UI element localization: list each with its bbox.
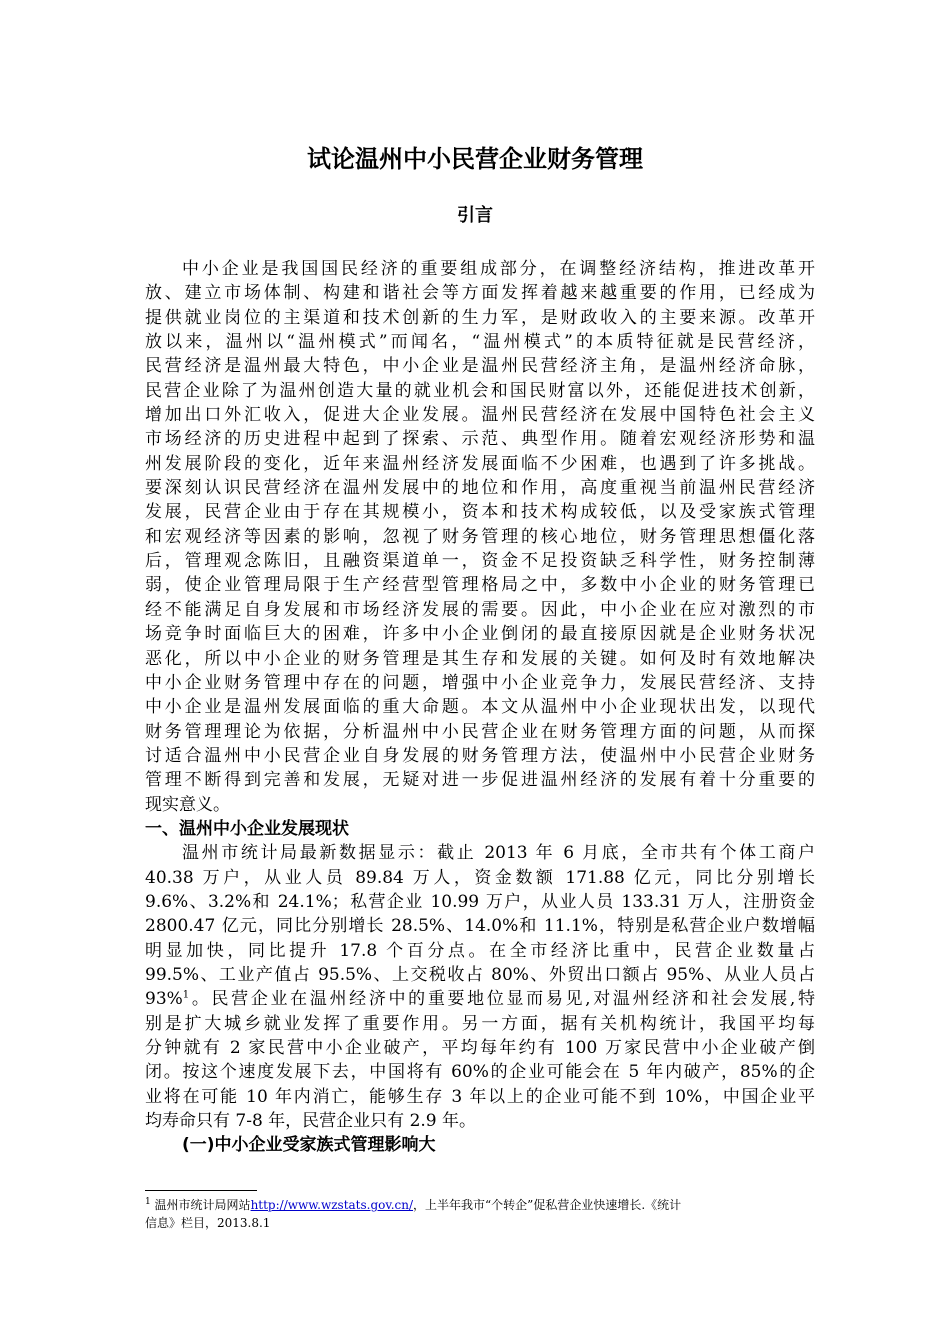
- paragraph-line: 和宏观经济等因素的影响，忽视了财务管理的核心地位，财务管理思想僵化落: [145, 526, 815, 547]
- footnote-line: [145, 1196, 815, 1214]
- paragraph-line: 管理不断得到完善和发展，无疑对进一步促进温州经济的发展有着十分重要的: [145, 770, 815, 791]
- footnote: [145, 1196, 815, 1232]
- paragraph-line: 2800.47 亿元，同比分别增长 28.5%、14.0%和 11.1%，特别是私营企业户数增幅: [145, 916, 815, 937]
- paragraph-line: 业将在可能 10 年内消亡，能够生存 3 年以上的企业可能不到 10%，中国企业平: [145, 1086, 815, 1107]
- paragraph-line-with-footnote: [145, 987, 815, 1011]
- paragraph-line: 9.6%、3.2%和 24.1%；私营企业 10.99 万户，从业人员 133.31 万人，注册资金: [145, 891, 815, 912]
- paragraph-line: 分钟就有 2 家民营中小企业破产，平均每年约有 100 万家民营中小企业破产倒: [145, 1038, 815, 1058]
- paragraph-line: 要深刻认识民营经济在温州发展中的地位和作用，高度重视当前温州民营经济: [145, 478, 815, 499]
- intro-paragraph: [145, 257, 815, 1158]
- paragraph-line: 明显加快，同比提升 17.8 个百分点。在全市经济比重中，民营企业数量占: [145, 940, 815, 961]
- paragraph-line: 恶化，所以中小企业的财务管理是其生存和发展的关键。如何及时有效地解决: [145, 648, 815, 669]
- footnote-reference[interactable]: 1: [182, 989, 190, 1001]
- line-rest-text: 。民营企业在温州经济中的重要地位显而易见,对温州经济和社会发展,特: [189, 989, 815, 1010]
- paragraph-line: 场竞争时面临巨大的困难，许多中小企业倒闭的最直接原因就是企业财务状况: [145, 624, 815, 645]
- footnote-link[interactable]: http://www.wzstats.gov.cn/: [250, 1198, 414, 1212]
- line-start-text: 93%: [145, 989, 183, 1010]
- footnote-suffix: ，上半年我市“个转企”促私营企业快速增长.《统计: [413, 1198, 682, 1212]
- paragraph-line: 现实意义。: [145, 794, 230, 815]
- paragraph-line: 放、建立市场体制、构建和谐社会等方面发挥着越来越重要的作用，已经成为: [145, 283, 815, 304]
- paragraph-line: 经不能满足自身发展和市场经济发展的需要。因此，中小企业在应对激烈的市: [145, 599, 815, 620]
- document-title: 试论温州中小民营企业财务管理: [307, 145, 643, 173]
- paragraph-line: 99.5%、工业产值占 95.5%、上交税收占 80%、外贸出口额占 95%、从业人员占: [145, 964, 815, 985]
- paragraph-line: 弱，使企业管理局限于生产经营型管理格局之中，多数中小企业的财务管理已: [145, 575, 815, 596]
- footnote-separator: [145, 1190, 257, 1191]
- subsection-heading: (一)中小企业受家族式管理影响大: [182, 1135, 436, 1156]
- footnote-line: 信息》栏目，2013.8.1: [145, 1216, 271, 1230]
- paragraph-line: 中小企业财务管理中存在的问题，增强中小企业竞争力，发展民营经济、支持: [145, 672, 815, 693]
- paragraph-line: 市场经济的历史进程中起到了探索、示范、典型作用。随着宏观经济形势和温: [145, 429, 815, 450]
- paragraph-line: 40.38 万户，从业人员 89.84 万人，资金数额 171.88 亿元，同比分别增长: [145, 867, 815, 888]
- paragraph-line: 民营经济是温州最大特色，中小企业是温州民营经济主角，是温州经济命脉，: [145, 356, 815, 377]
- paragraph-line: 发展，民营企业由于存在其规模小，资本和技术构成较低，以及受家族式管理: [145, 502, 815, 523]
- paragraph-line: 财务管理理论为依据，分析温州中小民营企业在财务管理方面的问题，从而探: [145, 721, 815, 742]
- footnote-prefix: 温州市统计局网站: [150, 1198, 251, 1212]
- paragraph-line: 民营企业除了为温州创造大量的就业机会和国民财富以外，还能促进技术创新，: [145, 380, 815, 401]
- paragraph-line: 中小企业是我国国民经济的重要组成部分，在调整经济结构，推进改革开: [182, 259, 815, 279]
- paragraph-line: 后，管理观念陈旧，且融资渠道单一，资金不足投资缺乏科学性，财务控制薄: [145, 551, 815, 572]
- footnote-mark: 1: [145, 1197, 151, 1207]
- paragraph-line: 闭。按这个速度发展下去，中国将有 60%的企业可能会在 5 年内破产，85%的企: [145, 1062, 815, 1083]
- paragraph-line: 别是扩大城乡就业发挥了重要作用。另一方面，据有关机构统计，我国平均每: [145, 1013, 815, 1034]
- paragraph-line: 中小企业是温州发展面临的重大命题。本文从温州中小企业现状出发，以现代: [145, 697, 815, 718]
- section-heading: 一、温州中小企业发展现状: [145, 818, 349, 839]
- paragraph-line: 均寿命只有 7-8 年，民营企业只有 2.9 年。: [145, 1111, 477, 1132]
- paragraph-line: 讨适合温州中小民营企业自身发展的财务管理方法，使温州中小民营企业财务: [145, 745, 815, 766]
- paragraph-line: 州发展阶段的变化，近年来温州经济发展面临不少困难，也遇到了许多挑战。: [145, 453, 815, 474]
- paragraph-line: 提供就业岗位的主渠道和技术创新的生力军，是财政收入的主要来源。改革开: [145, 307, 815, 328]
- paragraph-line: 增加出口外汇收入，促进大企业发展。温州民营经济在发展中国特色社会主义: [145, 405, 815, 426]
- section-heading-intro: 引言: [457, 205, 493, 226]
- paragraph-line: 放以来，温州以“温州模式”而闻名，“温州模式”的本质特征就是民营经济，: [145, 332, 815, 353]
- paragraph-line: 温州市统计局最新数据显示：截止 2013 年 6 月底，全市共有个体工商户: [182, 843, 815, 864]
